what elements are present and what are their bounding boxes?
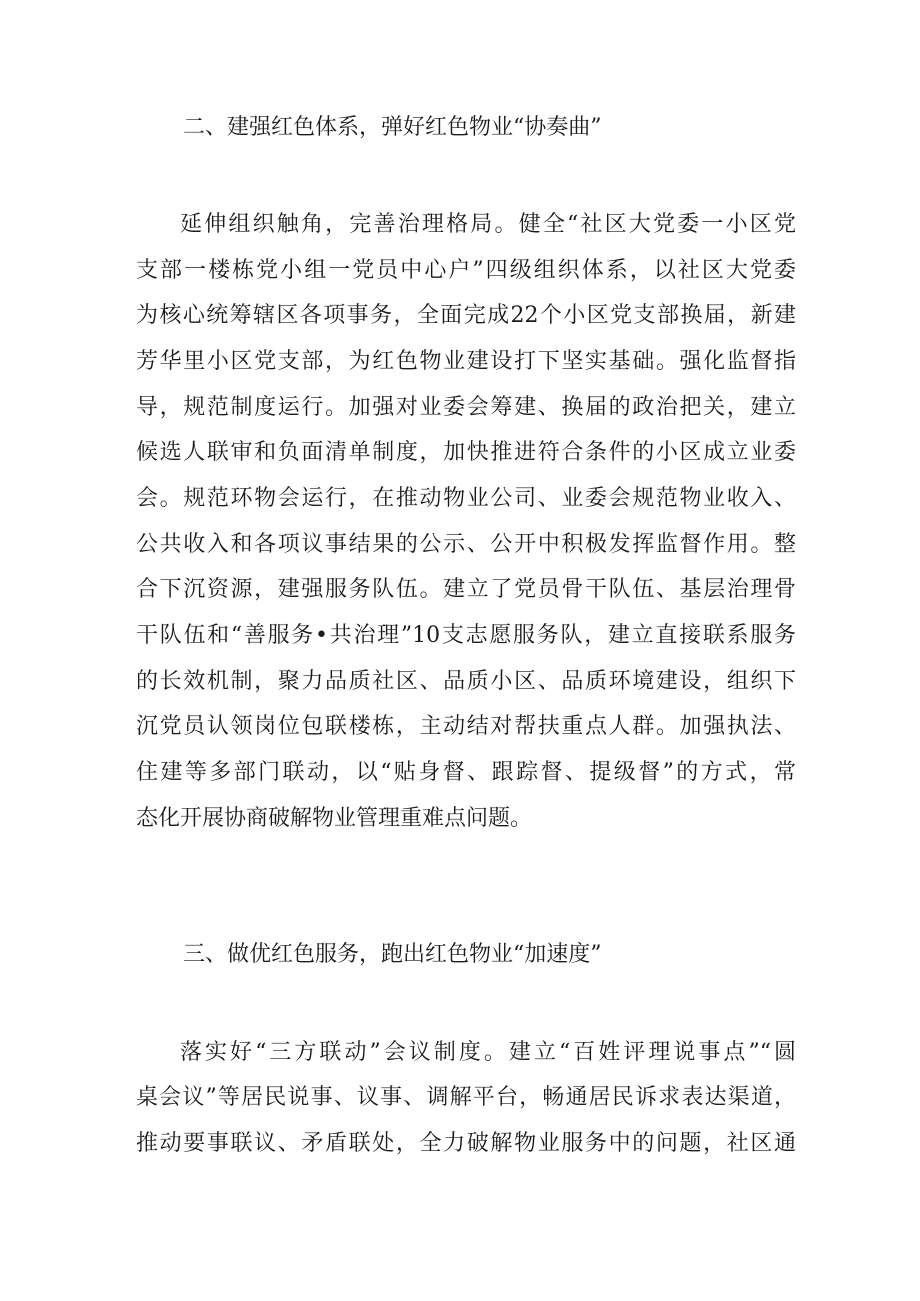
paragraph-line: 住建等多部门联动，以“贴身督、跟踪督、提级督”的方式，常 — [136, 760, 796, 785]
section-3-heading: 三、做优红色服务，跑出红色物业“加速度” — [183, 942, 602, 967]
paragraph-line: 态化开展协商破解物业管理重难点问题。 — [136, 806, 533, 831]
paragraph-line: 推动要事联议、矛盾联处，全力破解物业服务中的问题，社区通 — [136, 1131, 796, 1156]
paragraph-line: 公共收入和各项议事结果的公示、公开中积极发挥监督作用。整 — [136, 532, 796, 557]
paragraph-line: 桌会议”等居民说事、议事、调解平台，畅通居民诉求表达渠道， — [136, 1085, 796, 1110]
paragraph-line: 落实好“三方联动”会议制度。建立“百姓评理说事点”“圆 — [180, 1040, 796, 1065]
paragraph-line: 会。规范环物会运行，在推动物业公司、业委会规范物业收入、 — [136, 486, 796, 511]
paragraph-line: 芳华里小区党支部，为红色物业建设打下坚实基础。强化监督指 — [136, 349, 796, 374]
paragraph-line: 导，规范制度运行。加强对业委会筹建、换届的政治把关，建立 — [136, 395, 796, 420]
paragraph-line: 合下沉资源，建强服务队伍。建立了党员骨干队伍、基层治理骨 — [136, 577, 796, 602]
paragraph-line: 沉党员认领岗位包联楼栋，主动结对帮扶重点人群。加强执法、 — [136, 714, 796, 739]
paragraph-line: 延伸组织触角，完善治理格局。健全“社区大党委一小区党 — [180, 212, 796, 237]
paragraph-line: 支部一楼栋党小组一党员中心户”四级组织体系，以社区大党委 — [136, 258, 796, 283]
paragraph-line: 干队伍和“善服务•共治理”10支志愿服务队，建立直接联系服务 — [136, 623, 796, 648]
section-2-heading: 二、建强红色体系，弹好红色物业“协奏曲” — [183, 115, 602, 140]
paragraph-line: 为核心统筹辖区各项事务，全面完成22个小区党支部换届，新建 — [136, 303, 796, 328]
paragraph-line: 候选人联审和负面清单制度，加快推进符合条件的小区成立业委 — [136, 440, 796, 465]
paragraph-line: 的长效机制，聚力品质社区、品质小区、品质环境建设，组织下 — [136, 669, 796, 694]
